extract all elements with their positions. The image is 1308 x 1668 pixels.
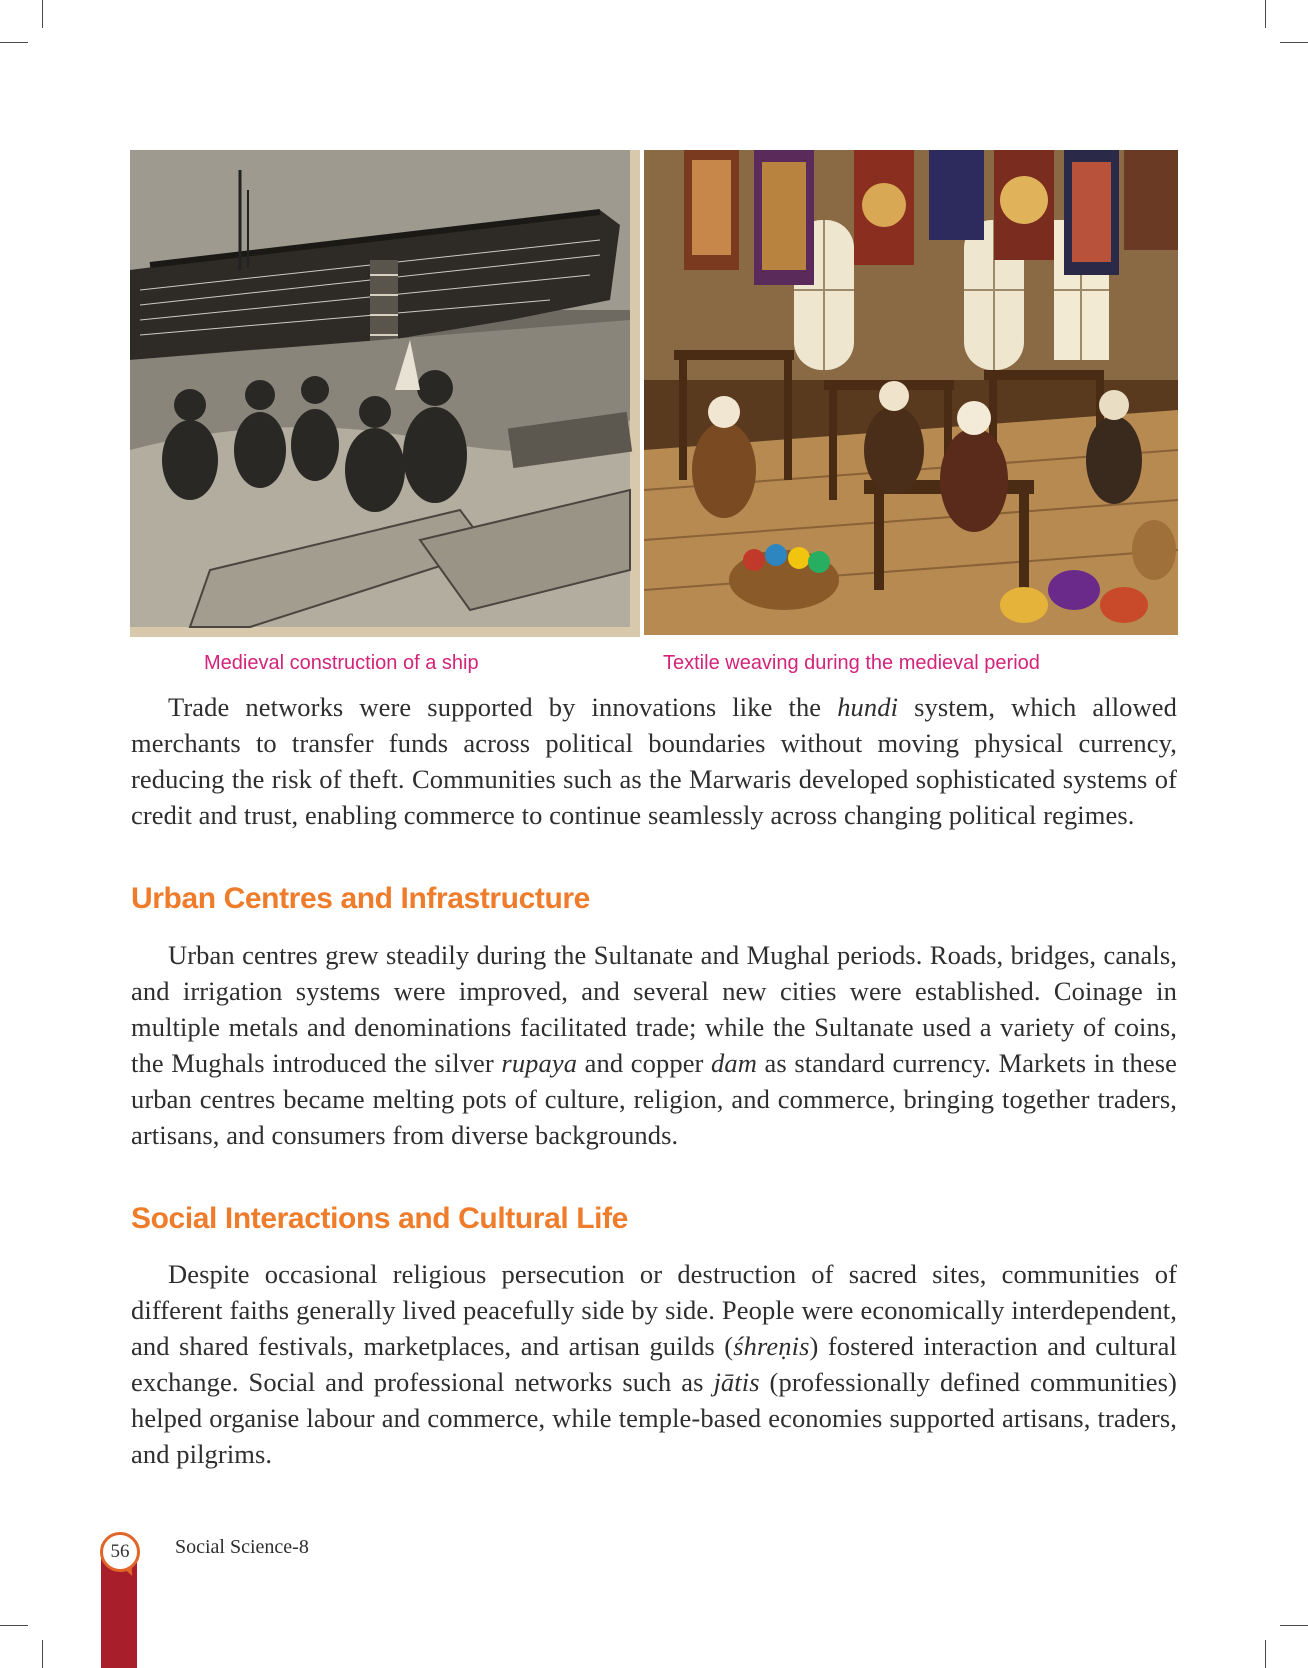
crop-mark — [42, 1640, 43, 1668]
ship-construction-image — [130, 150, 640, 637]
figure-caption-ship: Medieval construction of a ship — [204, 652, 479, 674]
crop-mark — [1280, 1625, 1308, 1626]
paragraph-social-interactions: Despite occasional religious persecution or destruction of sacred sites, communities of different faiths generally lived peacefully side by side. People were economically interdependent, and shared festivals, marketplaces, and artisan guilds (śhreṇis) fostered interaction and cultural exchange. Social and professional networks such as jātis (professionally defined communities) helped organise labour and commerce, while temple-based economies supported artisans, traders, and pilgrims. — [131, 1259, 1177, 1469]
paragraph-trade-networks: Trade networks were supported by innovations like the hundi system, which allowed merchants to transfer funds across political boundaries without moving physical currency, reducing the risk of theft. Communities such as the Marwaris developed sophisticated systems of credit and trust, enabling commerce to continue seamlessly across changing political regimes. — [131, 692, 1177, 830]
crop-mark — [0, 42, 28, 43]
page-number: 56 — [100, 1532, 140, 1572]
figure-caption-weaving: Textile weaving during the medieval period — [663, 652, 1040, 674]
paragraph-urban-centres: Urban centres grew steadily during the Sultanate and Mughal periods. Roads, bridges, canals, and irrigation systems were improved, and several new cities were established. Coinage in multiple metals and denominations facilitated trade; while the Sultanate used a variety of coins, the Mughals introduced the silver rupaya and copper dam as standard currency. Markets in these urban centres became melting pots of culture, religion, and commerce, bringing together traders, artisans, and consumers from diverse backgrounds. — [131, 940, 1177, 1150]
crop-mark — [42, 0, 43, 28]
heading-urban-centres: Urban Centres and Infrastructure — [131, 882, 590, 915]
crop-mark — [1280, 42, 1308, 43]
heading-social-interactions: Social Interactions and Cultural Life — [131, 1202, 628, 1235]
crop-mark — [0, 1625, 28, 1626]
book-title: Social Science-8 — [175, 1536, 309, 1558]
crop-mark — [1265, 0, 1266, 28]
crop-mark — [1265, 1640, 1266, 1668]
textile-weaving-image — [644, 150, 1178, 635]
